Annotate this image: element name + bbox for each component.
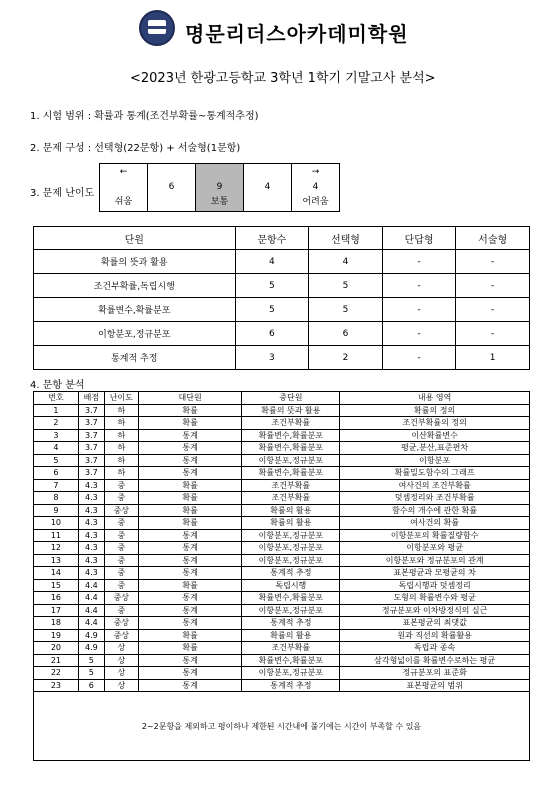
analysis-header-cell: 난이도 [104, 392, 138, 405]
analysis-cell: 표본평균과 모평균의 차 [340, 567, 530, 580]
summary-cell: 이항분포,정규분포 [34, 322, 236, 346]
summary-cell: - [456, 274, 530, 298]
summary-cell: 2 [309, 346, 383, 370]
table-row [34, 579, 530, 592]
analysis-cell: 중 [104, 479, 138, 492]
analysis-cell: 하 [104, 404, 138, 417]
difficulty-cell-top [148, 165, 195, 180]
table-row [34, 642, 530, 655]
academy-logo [139, 10, 175, 46]
analysis-cell: 확률변수,확률분포 [242, 467, 340, 480]
analysis-cell: 확률 [138, 629, 242, 642]
analysis-cell: 중 [104, 529, 138, 542]
analysis-cell: 덧셈정리와 조건부확률 [340, 492, 530, 505]
summary-cell: 5 [309, 274, 383, 298]
table-row [34, 492, 530, 505]
summary-cell: 6 [309, 322, 383, 346]
analysis-cell: 16 [34, 592, 79, 605]
analysis-cell: 8 [34, 492, 79, 505]
analysis-cell: 통계적 추정 [242, 617, 340, 630]
analysis-cell: 정규분포의 표준화 [340, 667, 530, 680]
summary-cell: - [456, 298, 530, 322]
analysis-cell: 중 [104, 542, 138, 555]
summary-cell: 조건부확률,독립시행 [34, 274, 236, 298]
analysis-cell: 확률의 뜻과 활용 [242, 404, 340, 417]
summary-cell: - [382, 298, 456, 322]
difficulty-cell [196, 164, 244, 212]
analysis-cell: 10 [34, 517, 79, 530]
difficulty-strip [99, 163, 340, 212]
analysis-cell: 중 [104, 604, 138, 617]
analysis-cell: 독립시행과 덧셈정리 [340, 579, 530, 592]
analysis-cell: 15 [34, 579, 79, 592]
difficulty-cell-count: 6 [168, 182, 175, 192]
analysis-cell: 3.7 [78, 417, 104, 430]
analysis-cell: 3.7 [78, 429, 104, 442]
analysis-cell: 통계 [138, 617, 242, 630]
table-row [34, 567, 530, 580]
page-title: <2023년 한광고등학교 3학년 1학기 기말고사 분석> [130, 71, 436, 86]
table-row [34, 629, 530, 642]
section-difficulty: 3. 문제 난이도 [30, 188, 95, 199]
summary-row [34, 346, 530, 370]
analysis-cell: 독립시행 [242, 579, 340, 592]
analysis-cell: 정규분포와 이차방정식의 실근 [340, 604, 530, 617]
analysis-cell: 3 [34, 429, 79, 442]
summary-cell: - [382, 346, 456, 370]
table-row [34, 517, 530, 530]
analysis-cell: 이항분포와 정규분포의 관계 [340, 554, 530, 567]
analysis-cell: 통계 [138, 454, 242, 467]
analysis-cell: 확률 [138, 579, 242, 592]
analysis-cell: 3.7 [78, 404, 104, 417]
section-item-analysis: 4. 문항 분석 [30, 380, 85, 391]
analysis-cell: 여사건의 조건부확률 [340, 479, 530, 492]
analysis-cell: 평균,분산,표준편차 [340, 442, 530, 455]
analysis-cell: 통계적 추정 [242, 567, 340, 580]
summary-header-cell: 문항수 [235, 227, 309, 250]
difficulty-cell-top [196, 165, 243, 180]
analysis-cell: 하 [104, 442, 138, 455]
analysis-cell: 이산확률변수 [340, 429, 530, 442]
analysis-cell: 3.7 [78, 467, 104, 480]
analysis-cell: 4.4 [78, 592, 104, 605]
analysis-note: 2~2문항을 제외하고 평이하나 제한된 시간내에 풀기에는 시간이 부족할 수 있음 [34, 692, 530, 761]
analysis-cell: 확률의 활용 [242, 629, 340, 642]
analysis-cell: 중 [104, 567, 138, 580]
table-row [34, 417, 530, 430]
difficulty-cell-label: 보통 [210, 197, 229, 207]
table-row [34, 479, 530, 492]
analysis-cell: 확률밀도함수의 그래프 [340, 467, 530, 480]
analysis-cell: 도형의 확률변수와 평균 [340, 592, 530, 605]
table-row [34, 504, 530, 517]
analysis-cell: 중 [104, 492, 138, 505]
analysis-cell: 확률 [138, 417, 242, 430]
table-row [34, 604, 530, 617]
analysis-cell: 하 [104, 467, 138, 480]
analysis-cell: 23 [34, 679, 79, 692]
analysis-cell: 이항분포 [340, 454, 530, 467]
analysis-cell: 중상 [104, 629, 138, 642]
table-row [34, 554, 530, 567]
summary-row [34, 322, 530, 346]
analysis-note-row [34, 692, 530, 761]
analysis-cell: 중 [104, 579, 138, 592]
analysis-header-cell: 대단원 [138, 392, 242, 405]
difficulty-cell [292, 164, 340, 212]
analysis-cell: 여사건의 확률 [340, 517, 530, 530]
analysis-cell: 4.9 [78, 642, 104, 655]
analysis-cell: 이항분포,정규분포 [242, 542, 340, 555]
analysis-cell: 확률변수,확률분포 [242, 592, 340, 605]
summary-header-cell: 단원 [34, 227, 236, 250]
analysis-cell: 이항분포,정규분포 [242, 604, 340, 617]
analysis-cell: 4.3 [78, 529, 104, 542]
analysis-cell: 조건부확률 [242, 479, 340, 492]
analysis-cell: 확률 [138, 492, 242, 505]
analysis-cell: 통계 [138, 654, 242, 667]
analysis-cell: 중상 [104, 504, 138, 517]
table-row [34, 679, 530, 692]
summary-cell: 4 [309, 250, 383, 274]
analysis-cell: 4.9 [78, 629, 104, 642]
difficulty-cell-count [100, 180, 147, 195]
analysis-cell: 통계 [138, 529, 242, 542]
summary-cell: 3 [235, 346, 309, 370]
summary-cell: - [382, 322, 456, 346]
analysis-cell: 상 [104, 667, 138, 680]
difficulty-cell-top: → [311, 167, 320, 177]
summary-cell: 1 [456, 346, 530, 370]
table-row [34, 667, 530, 680]
analysis-cell: 통계적 추정 [242, 679, 340, 692]
summary-cell: - [382, 274, 456, 298]
difficulty-cell-count: 9 [216, 182, 223, 192]
summary-cell: 확률의 뜻과 활용 [34, 250, 236, 274]
analysis-cell: 통계 [138, 667, 242, 680]
analysis-cell: 확률 [138, 517, 242, 530]
analysis-cell: 확률변수,확률분포 [242, 442, 340, 455]
analysis-cell: 통계 [138, 542, 242, 555]
analysis-cell: 3.7 [78, 454, 104, 467]
analysis-cell: 통계 [138, 467, 242, 480]
analysis-cell: 9 [34, 504, 79, 517]
summary-cell: 5 [235, 298, 309, 322]
analysis-cell: 함수의 개수에 관한 확률 [340, 504, 530, 517]
analysis-cell: 통계 [138, 429, 242, 442]
analysis-cell: 통계 [138, 679, 242, 692]
analysis-cell: 확률변수,확률분포 [242, 429, 340, 442]
section-exam-scope: 1. 시험 범위 : 확률과 통계(조건부확률~통계적추정) [30, 111, 259, 122]
summary-row [34, 274, 530, 298]
table-row [34, 654, 530, 667]
analysis-cell: 4 [34, 442, 79, 455]
summary-header-cell: 단답형 [382, 227, 456, 250]
analysis-cell: 이항분포와 평균 [340, 542, 530, 555]
analysis-cell: 13 [34, 554, 79, 567]
summary-header-cell: 선택형 [309, 227, 383, 250]
analysis-cell: 4.3 [78, 554, 104, 567]
table-row [34, 592, 530, 605]
difficulty-cell-label [244, 195, 291, 210]
analysis-cell: 14 [34, 567, 79, 580]
summary-cell: - [456, 322, 530, 346]
summary-cell: 6 [235, 322, 309, 346]
difficulty-cell [100, 164, 148, 212]
analysis-cell: 조건부확률의 정의 [340, 417, 530, 430]
summary-table [33, 226, 530, 370]
analysis-cell: 확률 [138, 504, 242, 517]
analysis-cell: 상 [104, 679, 138, 692]
difficulty-cell-top: ← [119, 167, 128, 177]
analysis-cell: 6 [34, 467, 79, 480]
analysis-cell: 11 [34, 529, 79, 542]
analysis-cell: 2 [34, 417, 79, 430]
analysis-cell: 확률 [138, 479, 242, 492]
analysis-cell: 조건부확률 [242, 417, 340, 430]
analysis-cell: 확률의 활용 [242, 517, 340, 530]
analysis-cell: 확률변수,확률분포 [242, 654, 340, 667]
analysis-cell: 확률의 정의 [340, 404, 530, 417]
analysis-cell: 19 [34, 629, 79, 642]
analysis-table [33, 391, 530, 761]
analysis-header-cell: 내용 영역 [340, 392, 530, 405]
analysis-cell: 통계 [138, 592, 242, 605]
table-row [34, 442, 530, 455]
analysis-cell: 중상 [104, 617, 138, 630]
summary-row [34, 298, 530, 322]
analysis-cell: 6 [78, 679, 104, 692]
analysis-cell: 4.3 [78, 492, 104, 505]
academy-name: 명문리더스아카데미학원 [185, 22, 409, 46]
table-row [34, 542, 530, 555]
analysis-cell: 확률의 활용 [242, 504, 340, 517]
analysis-cell: 3.7 [78, 442, 104, 455]
analysis-cell: 4.4 [78, 604, 104, 617]
difficulty-cell-top [244, 165, 291, 180]
difficulty-cell-count: 4 [264, 182, 271, 192]
analysis-header-cell: 번호 [34, 392, 79, 405]
analysis-cell: 이항분포,정규분포 [242, 554, 340, 567]
analysis-cell: 원과 직선의 확률활용 [340, 629, 530, 642]
analysis-cell: 18 [34, 617, 79, 630]
table-row [34, 429, 530, 442]
analysis-cell: 조건부확률 [242, 642, 340, 655]
analysis-cell: 하 [104, 417, 138, 430]
analysis-cell: 통계 [138, 567, 242, 580]
analysis-cell: 5 [78, 654, 104, 667]
section-composition: 2. 문제 구성 : 선택형(22문항) + 서술형(1문항) [30, 143, 241, 154]
analysis-cell: 17 [34, 604, 79, 617]
analysis-cell: 통계 [138, 604, 242, 617]
analysis-cell: 확률 [138, 642, 242, 655]
difficulty-cell-label: 쉬움 [114, 197, 133, 207]
analysis-cell: 20 [34, 642, 79, 655]
analysis-cell: 하 [104, 429, 138, 442]
summary-header-cell: 서술형 [456, 227, 530, 250]
analysis-cell: 이항분포,정규분포 [242, 454, 340, 467]
summary-cell: 통계적 추정 [34, 346, 236, 370]
analysis-cell: 하 [104, 454, 138, 467]
analysis-cell: 확률 [138, 404, 242, 417]
table-row [34, 617, 530, 630]
analysis-cell: 22 [34, 667, 79, 680]
analysis-cell: 통계 [138, 442, 242, 455]
analysis-cell: 표본평균의 최댓값 [340, 617, 530, 630]
analysis-header-cell: 배점 [78, 392, 104, 405]
analysis-cell: 중 [104, 554, 138, 567]
table-row [34, 467, 530, 480]
difficulty-cell-label [148, 195, 195, 210]
analysis-cell: 7 [34, 479, 79, 492]
analysis-cell: 4.3 [78, 517, 104, 530]
summary-cell: 4 [235, 250, 309, 274]
summary-cell: 5 [309, 298, 383, 322]
analysis-header-cell: 중단원 [242, 392, 340, 405]
analysis-cell: 21 [34, 654, 79, 667]
analysis-cell: 삼각형넓이를 확률변수로하는 평균 [340, 654, 530, 667]
analysis-cell: 통계 [138, 554, 242, 567]
difficulty-cell [244, 164, 292, 212]
summary-cell: - [382, 250, 456, 274]
analysis-cell: 이항분포,정규분포 [242, 529, 340, 542]
difficulty-cell [148, 164, 196, 212]
analysis-cell: 1 [34, 404, 79, 417]
analysis-cell: 조건부확률 [242, 492, 340, 505]
analysis-cell: 중상 [104, 592, 138, 605]
summary-cell: 확률변수,확률분포 [34, 298, 236, 322]
analysis-cell: 상 [104, 642, 138, 655]
summary-cell: - [456, 250, 530, 274]
analysis-cell: 5 [34, 454, 79, 467]
analysis-cell: 4.3 [78, 504, 104, 517]
analysis-cell: 중 [104, 517, 138, 530]
analysis-cell: 독립과 종속 [340, 642, 530, 655]
table-row [34, 529, 530, 542]
analysis-cell: 표본평균의 범위 [340, 679, 530, 692]
analysis-cell: 4.3 [78, 542, 104, 555]
analysis-cell: 이항분포,정규분포 [242, 667, 340, 680]
analysis-cell: 이항분포의 확률질량함수 [340, 529, 530, 542]
table-row [34, 404, 530, 417]
analysis-cell: 4.3 [78, 567, 104, 580]
analysis-cell: 상 [104, 654, 138, 667]
analysis-cell: 4.3 [78, 479, 104, 492]
summary-row [34, 250, 530, 274]
difficulty-cell-count: 4 [312, 182, 319, 192]
analysis-cell: 4.4 [78, 617, 104, 630]
analysis-cell: 12 [34, 542, 79, 555]
difficulty-cell-label: 어려움 [302, 197, 329, 207]
analysis-cell: 4.4 [78, 579, 104, 592]
summary-cell: 5 [235, 274, 309, 298]
analysis-cell: 5 [78, 667, 104, 680]
table-row [34, 454, 530, 467]
